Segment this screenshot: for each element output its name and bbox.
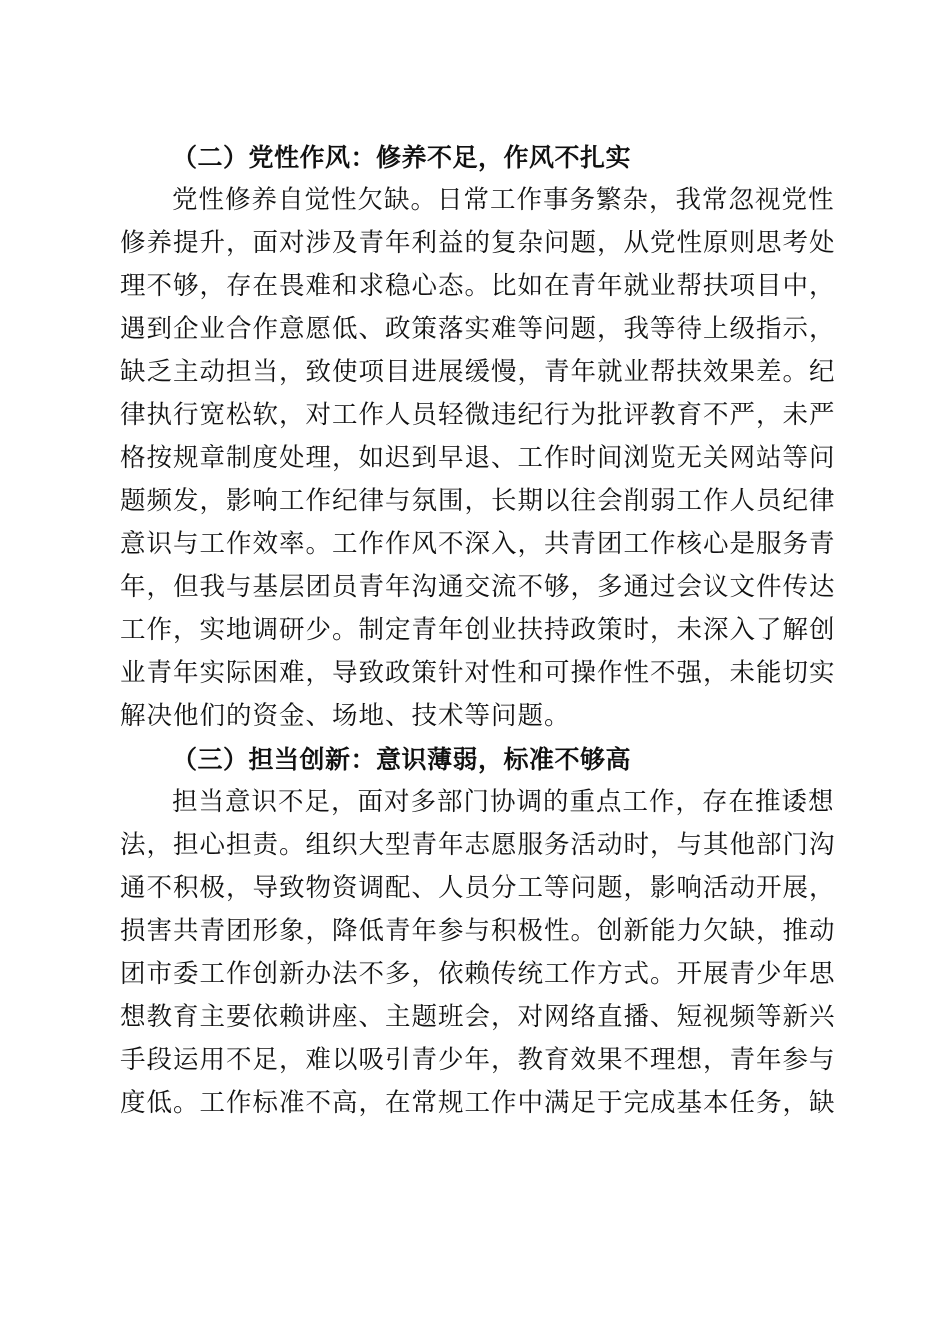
section-heading-3: （三）担当创新：意识薄弱，标准不够高 <box>172 745 632 774</box>
text-line: 遇到企业合作意愿低、政策落实难等问题，我等待上级指示， <box>120 314 836 344</box>
text-line: 解决他们的资金、场地、技术等问题。 <box>120 701 571 731</box>
text-line: 团市委工作创新办法不多，依赖传统工作方式。开展青少年思 <box>120 959 836 989</box>
text-line: 手段运用不足，难以吸引青少年，教育效果不理想，青年参与 <box>120 1045 836 1075</box>
text-line: 修养提升，面对涉及青年利益的复杂问题，从党性原则思考处 <box>120 228 836 258</box>
text-line: 党性修养自觉性欠缺。日常工作事务繁杂，我常忽视党性 <box>172 185 835 215</box>
text-line: 想教育主要依赖讲座、主题班会，对网络直播、短视频等新兴 <box>120 1002 836 1032</box>
text-line: 度低。工作标准不高，在常规工作中满足于完成基本任务，缺 <box>120 1088 836 1118</box>
section-paragraph-2 <box>120 179 836 738</box>
text-line: 格按规章制度处理，如迟到早退、工作时间浏览无关网站等问 <box>120 443 836 473</box>
text-line: 工作，实地调研少。制定青年创业扶持政策时，未深入了解创 <box>120 615 836 645</box>
text-line: 通不积极，导致物资调配、人员分工等问题，影响活动开展， <box>120 873 836 903</box>
section-heading-2: （二）党性作风：修养不足，作风不扎实 <box>172 143 632 172</box>
text-line: 年，但我与基层团员青年沟通交流不够，多通过会议文件传达 <box>120 572 836 602</box>
text-line: 题频发，影响工作纪律与氛围，长期以往会削弱工作人员纪律 <box>120 486 836 516</box>
text-line: 理不够，存在畏难和求稳心态。比如在青年就业帮扶项目中， <box>120 271 836 301</box>
text-line: 业青年实际困难，导致政策针对性和可操作性不强，未能切实 <box>120 658 836 688</box>
text-line: 意识与工作效率。工作作风不深入，共青团工作核心是服务青 <box>120 529 836 559</box>
text-line: 缺乏主动担当，致使项目进展缓慢，青年就业帮扶效果差。纪 <box>120 357 836 387</box>
text-line: 律执行宽松软，对工作人员轻微违纪行为批评教育不严，未严 <box>120 400 836 430</box>
document-body <box>120 136 836 1125</box>
text-line: 担当意识不足，面对多部门协调的重点工作，存在推诿想 <box>172 787 835 817</box>
text-line: 损害共青团形象，降低青年参与积极性。创新能力欠缺，推动 <box>120 916 836 946</box>
text-line: 法，担心担责。组织大型青年志愿服务活动时，与其他部门沟 <box>120 830 836 860</box>
section-paragraph-3 <box>120 781 836 1125</box>
